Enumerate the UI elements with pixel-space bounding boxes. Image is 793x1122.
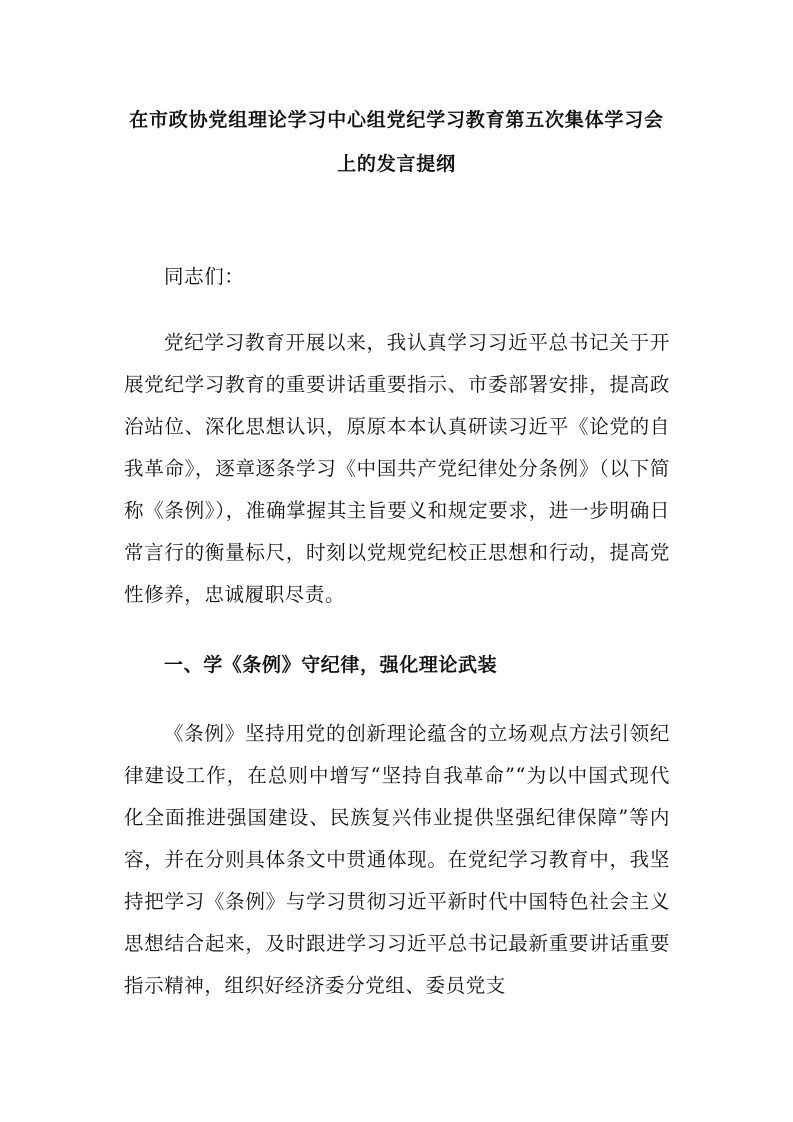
salutation: 同志们：	[164, 265, 245, 288]
body-paragraph: 党纪学习教育开展以来，我认真学习习近平总书记关于开展党纪学习教育的重要讲话重要指示、市委部署安排，提高政治站位、深化思想认识，原原本本认真研读习近平《论党的自我革命》，逐章逐条学习《中国共产党纪律处分条例》（以下简称《条例》），准确掌握其主旨要义和规定要求，进一步明确日常言行的衡量标尺，时刻以党规党纪校正思想和行动，提高党性修养，忠诚履职尽责。	[124, 331, 670, 606]
section-heading: 一、学《条例》守纪律，强化理论武装	[164, 654, 498, 676]
document-title: 在市政协党组理论学习中心组党纪学习教育第五次集体学习会上的发言提纲	[129, 109, 664, 175]
section-paragraph: 《条例》坚持用党的创新理论蕴含的立场观点方法引领纪律建设工作，在总则中增写“坚持自我革命”“为以中国式现代化全面推进强国建设、民族复兴伟业提供坚强纪律保障”等内容，并在分则具体条文中贯通体现。在党纪学习教育中，我坚持把学习《条例》与学习贯彻习近平新时代中国特色社会主义思想结合起来，及时跟进学习习近平总书记最新重要讲话重要指示精神，组织好经济委分党组、委员党支	[124, 722, 670, 997]
